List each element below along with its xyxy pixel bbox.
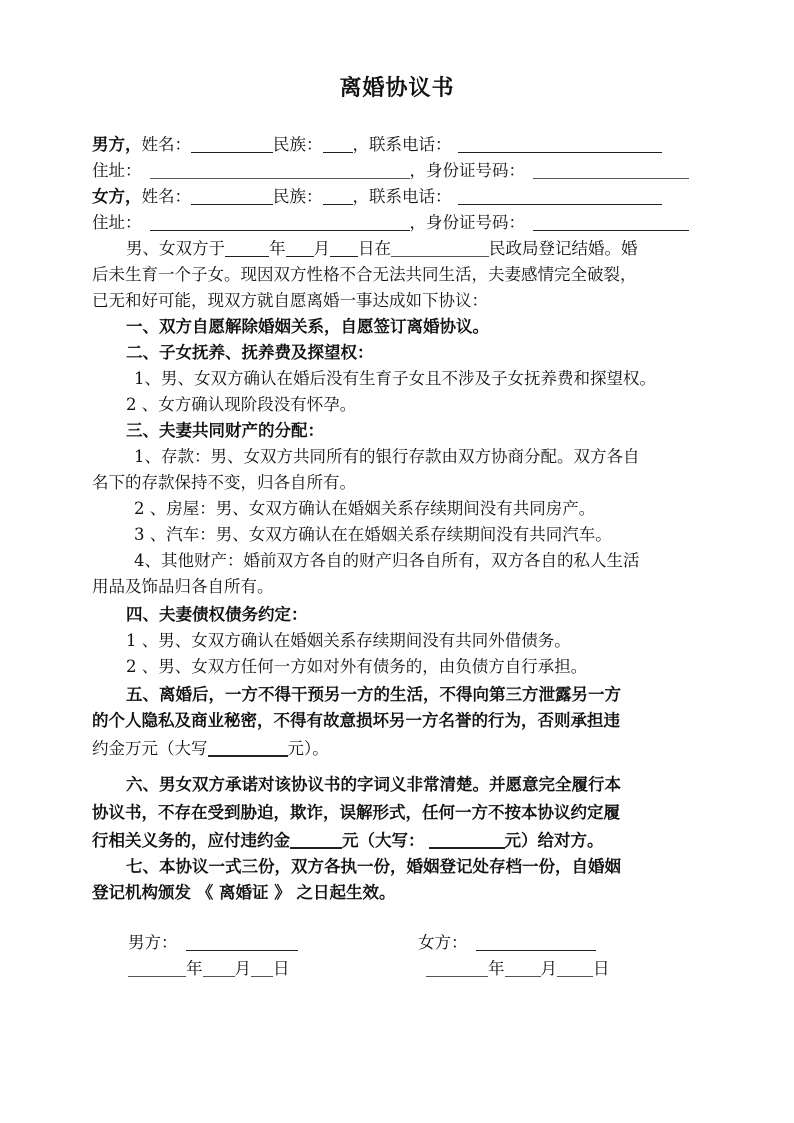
penalty-text: 元）。 — [287, 739, 329, 758]
ethnicity-label: 民族： — [273, 187, 323, 206]
section-3-item-2: 2 、房屋：男、女双方确认在婚姻关系存续期间没有共同房产。 — [134, 499, 596, 518]
male-date-line — [128, 956, 290, 982]
section-4-item-2: 2 、男、女双方任何一方如对外有债务的，由负债方自行承担。 — [126, 657, 588, 676]
male-signature-blank[interactable] — [186, 932, 298, 951]
civil-affairs-bureau-blank[interactable] — [391, 238, 489, 257]
female-label: 女方， — [92, 187, 142, 206]
penalty-amount-capital-blank[interactable] — [429, 829, 505, 849]
section-1-heading: 一、双方自愿解除婚姻关系，自愿签订离婚协议。 — [126, 317, 489, 336]
female-name-blank[interactable] — [191, 186, 273, 205]
section-3-item-4b: 用品及饰品归各自所有。 — [92, 577, 274, 596]
section-3-heading: 三、夫妻共同财产的分配： — [126, 421, 324, 440]
male-address-line — [92, 158, 704, 184]
year-label: 年 — [186, 959, 203, 978]
section-3-item-4a: 4、其他财产：婚前双方各自的财产归各自所有，双方各自的私人生活 — [134, 551, 640, 570]
penalty-text: 行相关义务的，应付违约金 — [92, 831, 290, 850]
section-5-line-1: 五、离婚后，一方不得干预另一方的生活，不得向第三方泄露另一方 — [126, 685, 621, 704]
year-label: 年 — [269, 239, 286, 258]
separator: ， — [352, 135, 369, 154]
male-signature-label: 男方： — [128, 933, 178, 952]
id-label: ，身份证号码： — [409, 213, 525, 232]
male-ethnicity-blank[interactable] — [323, 134, 353, 153]
section-4-item-1: 1 、男、女双方确认在婚姻关系存续期间没有共同外借债务。 — [126, 631, 571, 650]
section-6-line-1: 六、男女双方承诺对该协议书的字词义非常清楚。并愿意完全履行本 — [126, 775, 621, 794]
section-2-item-2: 2 、女方确认现阶段没有怀孕。 — [126, 395, 357, 414]
id-label: ，身份证号码： — [409, 161, 525, 180]
male-name-blank[interactable] — [191, 134, 273, 153]
male-sign-month-blank[interactable] — [203, 958, 235, 977]
male-phone-blank[interactable] — [458, 134, 662, 153]
male-id-blank[interactable] — [533, 160, 689, 179]
female-signature-line — [418, 930, 596, 956]
female-signature-blank[interactable] — [476, 932, 596, 951]
separator: ， — [352, 187, 369, 206]
day-label: 日 — [593, 959, 610, 978]
intro-text: 民政局登记结婚。婚 — [489, 239, 638, 258]
section-3-item-3: 3 、汽车：男、女双方确认在在婚姻关系存续期间没有共同汽车。 — [134, 525, 612, 544]
section-2-item-1: 1、男、女双方确认在婚后没有生育子女且不涉及子女抚养费和探望权。 — [134, 369, 656, 388]
intro-line-3: 已无和好可能，现双方就自愿离婚一事达成如下协议： — [92, 291, 488, 310]
marriage-day-blank[interactable] — [330, 238, 358, 257]
male-sign-year-blank[interactable] — [128, 958, 186, 977]
female-sign-month-blank[interactable] — [505, 958, 541, 977]
name-label: 姓名： — [141, 135, 191, 154]
month-label: 月 — [313, 239, 330, 258]
day-label: 日在 — [358, 239, 391, 258]
section-2-heading: 二、子女抚养、抚养费及探望权： — [126, 343, 374, 362]
intro-line-1 — [92, 236, 704, 262]
female-ethnicity-blank[interactable] — [323, 186, 353, 205]
male-info-line — [92, 132, 704, 158]
penalty-capital-blank[interactable] — [208, 737, 288, 757]
penalty-amount-blank[interactable] — [290, 829, 342, 849]
female-info-line — [92, 184, 704, 210]
marriage-year-blank[interactable] — [225, 238, 269, 257]
address-label: 住址： — [92, 161, 142, 180]
male-signature-line — [128, 930, 298, 956]
month-label: 月 — [540, 959, 557, 978]
section-6-line-2: 协议书，不存在受到胁迫，欺诈，误解形式，任何一方不按本协议约定履 — [92, 803, 620, 822]
male-address-blank[interactable] — [150, 160, 410, 179]
female-id-blank[interactable] — [533, 212, 689, 231]
penalty-text: 元）给对方。 — [504, 831, 604, 850]
section-4-heading: 四、夫妻债权债务约定： — [126, 605, 308, 624]
female-date-line — [426, 956, 610, 982]
female-address-line — [92, 210, 704, 236]
section-7-line-2: 登记机构颁发 《 离婚证 》 之日起生效。 — [92, 883, 396, 902]
section-3-item-1a: 1、存款：男、女双方共同所有的银行存款由双方协商分配。双方各自 — [134, 447, 640, 466]
penalty-text: 元（大写： — [342, 831, 425, 850]
day-label: 日 — [273, 959, 290, 978]
year-label: 年 — [488, 959, 505, 978]
ethnicity-label: 民族： — [273, 135, 323, 154]
section-6-line-3 — [92, 828, 704, 854]
female-sign-day-blank[interactable] — [557, 958, 593, 977]
female-sign-year-blank[interactable] — [426, 958, 488, 977]
phone-label: 联系电话： — [369, 187, 452, 206]
intro-line-2: 后未生育一个子女。现因双方性格不合无法共同生活，夫妻感情完全破裂， — [92, 265, 637, 284]
marriage-month-blank[interactable] — [286, 238, 314, 257]
male-sign-day-blank[interactable] — [251, 958, 273, 977]
section-7-line-1: 七、本协议一式三份，双方各执一份，婚姻登记处存档一份，自婚姻 — [126, 857, 621, 876]
document-title: 离婚协议书 — [339, 75, 455, 101]
female-address-blank[interactable] — [150, 212, 410, 231]
intro-text: 男、女双方于 — [126, 239, 225, 258]
section-3-item-1b: 名下的存款保持不变，归各自所有。 — [92, 473, 356, 492]
section-5-line-3 — [92, 736, 704, 762]
female-phone-blank[interactable] — [458, 186, 662, 205]
name-label: 姓名： — [141, 187, 191, 206]
section-5-line-2: 的个人隐私及商业秘密，不得有故意损坏另一方名誉的行为，否则承担违 — [92, 711, 620, 730]
female-signature-label: 女方： — [418, 933, 468, 952]
address-label: 住址： — [92, 213, 142, 232]
month-label: 月 — [234, 959, 251, 978]
phone-label: 联系电话： — [369, 135, 452, 154]
male-label: 男方， — [92, 135, 142, 154]
penalty-text: 约金万元（大写 — [92, 739, 208, 758]
